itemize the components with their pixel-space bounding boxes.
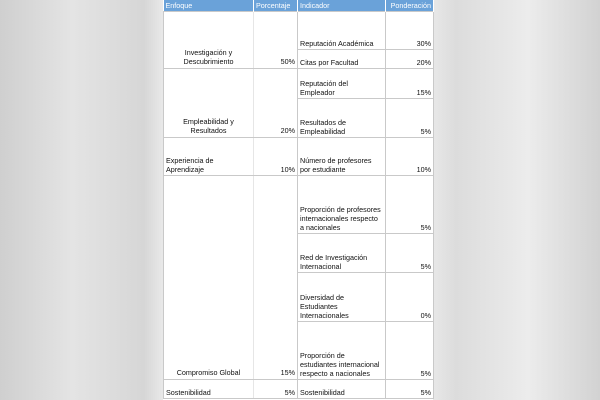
- header-ponderacion: Ponderación: [386, 0, 434, 12]
- indicador-cell: Sostenibilidad: [298, 380, 386, 399]
- ponderacion-cell: 5%: [386, 99, 434, 138]
- indicador-cell: Proporción de estudiantes internacional respecto a nacionales: [298, 322, 386, 380]
- indicador-cell: Resultados de Empleabilidad: [298, 99, 386, 138]
- ponderacion-cell: 5%: [386, 176, 434, 234]
- table-row: [164, 12, 434, 50]
- indicador-cell: Reputación Académica: [298, 12, 386, 50]
- porcentaje-cell: 50%: [254, 12, 298, 69]
- ponderacion-cell: 15%: [386, 69, 434, 99]
- ponderacion-cell: 5%: [386, 322, 434, 380]
- ranking-criteria-table: [163, 0, 434, 399]
- header-porcentaje: Porcentaje: [254, 0, 298, 12]
- table-row: [164, 176, 434, 234]
- indicador-cell: Diversidad de Estudiantes Internacionales: [298, 273, 386, 322]
- ponderacion-cell: 0%: [386, 273, 434, 322]
- enfoque-cell: Empleabilidad y Resultados: [164, 69, 254, 138]
- enfoque-cell: Compromiso Global: [164, 176, 254, 380]
- porcentaje-cell: 10%: [254, 138, 298, 176]
- ponderacion-cell: 5%: [386, 234, 434, 273]
- table-row: [164, 69, 434, 99]
- indicador-cell: Citas por Facultad: [298, 50, 386, 69]
- indicador-cell: Proporción de profesores internacionales respecto a nacionales: [298, 176, 386, 234]
- header-indicador: Indicador: [298, 0, 386, 12]
- ponderacion-cell: 5%: [386, 380, 434, 399]
- porcentaje-cell: 15%: [254, 176, 298, 380]
- table-row: [164, 138, 434, 176]
- indicador-cell: Reputación del Empleador: [298, 69, 386, 99]
- ponderacion-cell: 20%: [386, 50, 434, 69]
- indicador-cell: Red de Investigación Internacional: [298, 234, 386, 273]
- porcentaje-cell: 5%: [254, 380, 298, 399]
- porcentaje-cell: 20%: [254, 69, 298, 138]
- enfoque-cell: Sostenibilidad: [164, 380, 254, 399]
- ponderacion-cell: 30%: [386, 12, 434, 50]
- header-enfoque: Enfoque: [164, 0, 254, 12]
- ponderacion-cell: 10%: [386, 138, 434, 176]
- enfoque-cell: Experiencia de Aprendizaje: [164, 138, 254, 176]
- indicador-cell: Número de profesores por estudiante: [298, 138, 386, 176]
- enfoque-cell: Investigación y Descubrimiento: [164, 12, 254, 69]
- table-row: [164, 380, 434, 399]
- table-header-row: [164, 0, 434, 12]
